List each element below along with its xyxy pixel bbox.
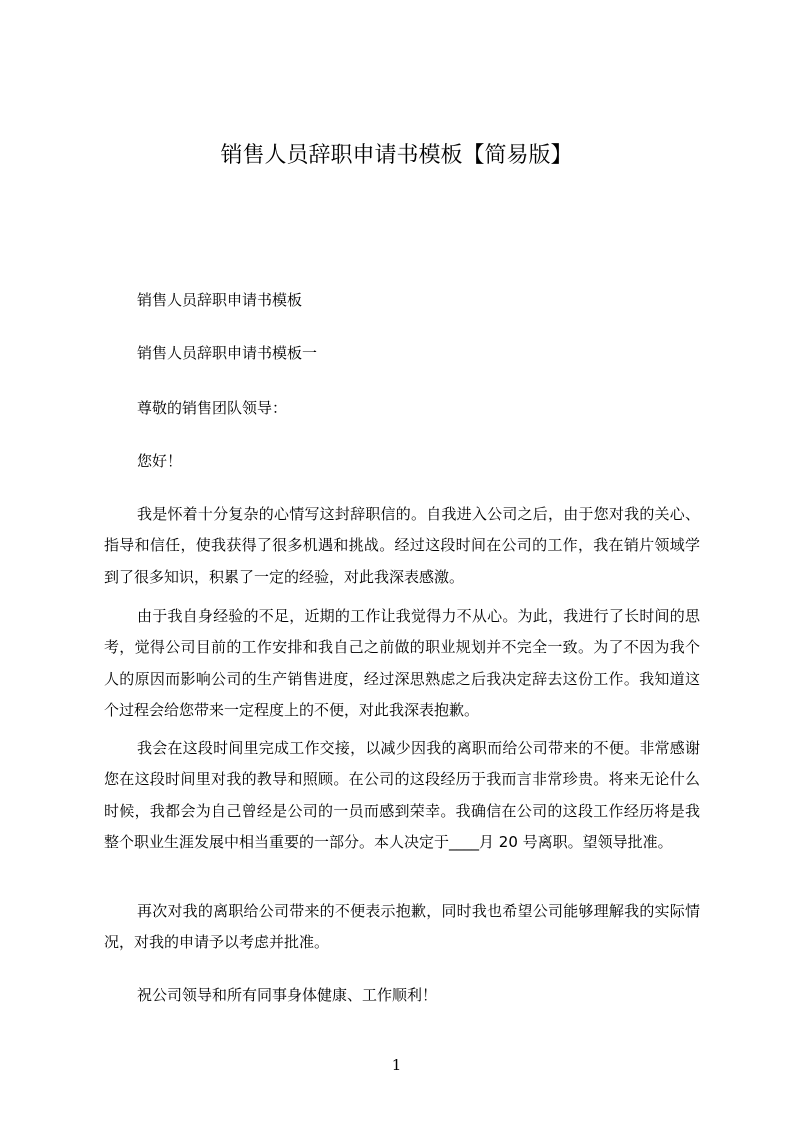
- greeting: 您好！: [137, 452, 183, 470]
- document-title: 销售人员辞职申请书模板【简易版】: [220, 143, 573, 168]
- body-paragraph-1: 我是怀着十分复杂的心情写这封辞职信的。自我进入公司之后，由于您对我的关心、指导和信任，使我获得了很多机遇和挑战。经过这段时间在公司的工作，我在销片领域学到了很多知识，积累了一定的经验，对此我深表感激。: [104, 505, 700, 586]
- closing-line: 祝公司领导和所有同事身体健康、工作顺利！: [137, 986, 438, 1004]
- body-paragraph-3: 我会在这段时间里完成工作交接，以减少因我的离职而给公司带来的不便。非常感谢您在这段时间里对我的教导和照顾。在公司的这段经历于我而言非常珍贵。将来无论什么时候，我都会为自己曾经是公司的一员而感到荣幸。我确信在公司的这段工作经历将是我整个职业生涯发展中相当重要的一部分。本人决定于____月 20 号离职。望领导批准。: [104, 739, 700, 851]
- body-paragraph-2: 由于我自身经验的不足，近期的工作让我觉得力不从心。为此，我进行了长时间的思考，觉得公司目前的工作安排和我自己之前做的职业规划并不完全一致。为了不因为我个人的原因而影响公司的生产销售进度，经过深思熟虑之后我决定辞去这份工作。我知道这个过程会给您带来一定程度上的不便，对此我深表抱歉。: [104, 607, 700, 719]
- body-paragraph-4: 再次对我的离职给公司带来的不便表示抱歉，同时我也希望公司能够理解我的实际情况，对我的申请予以考虑并批准。: [104, 902, 700, 952]
- document-subheading: 销售人员辞职申请书模板一: [137, 344, 318, 362]
- page-number: 1: [391, 1056, 402, 1074]
- salutation: 尊敬的销售团队领导：: [137, 399, 288, 417]
- document-heading: 销售人员辞职申请书模板: [137, 291, 303, 309]
